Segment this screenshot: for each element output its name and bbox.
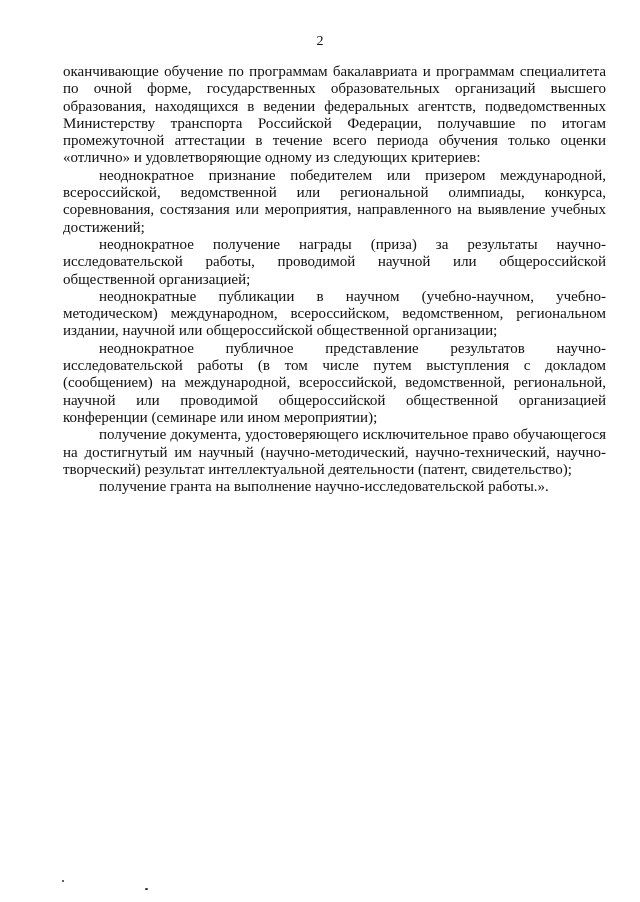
paragraph-criterion-award: неоднократное получение награды (приза) за результаты научно-исследовательской работы, проводимой научной или общероссийской общественной организацией;: [63, 236, 606, 288]
paragraph-intro: оканчивающие обучение по программам бакалавриата и программам специалитета по очной форме, государственных образовательных организаций высшего образования, находящихся в ведении федеральных агентств, подведомственных Министерству транспорта Российской Федерации, получавшие по итогам промежуточной аттестации в течение всего периода обучения только оценки «отлично» и удовлетворяющие одному из следующих критериев:: [63, 64, 606, 167]
scan-speck-left: [62, 880, 64, 882]
paragraph-criterion-patent: получение документа, удостоверяющего исключительное право обучающегося на достигнутый им научный (научно-методический, научно-технический, научно-творческий) результат интеллектуальной деятельности (патент, свидетельство);: [63, 427, 606, 478]
page-number: 2: [316, 34, 324, 49]
paragraph-criterion-publications: неоднократные публикации в научном (учебно-научном, учебно-методическом) международном, всероссийском, ведомственном, региональном издании, научной или общероссийской общественной организации;: [63, 288, 606, 340]
scan-speck-right: [145, 888, 148, 890]
paragraph-criterion-olympiad: неоднократное признание победителем или призером международной, всероссийской, ведомственной или региональной олимпиады, конкурса, соревнования, состязания или мероприятия, направленного на выявление учебных достижений;: [63, 167, 606, 236]
document-body: [63, 64, 606, 496]
paragraph-criterion-presentation: неоднократное публичное представление результатов научно-исследовательской работы (в том числе путем выступления с докладом (сообщением) на международной, всероссийской, ведомственной, региональной, научной или проводимой общероссийской общественной организацией конференции (семинаре или ином мероприятии);: [63, 340, 606, 426]
paragraph-criterion-grant: получение гранта на выполнение научно-исследовательской работы.».: [99, 479, 549, 496]
